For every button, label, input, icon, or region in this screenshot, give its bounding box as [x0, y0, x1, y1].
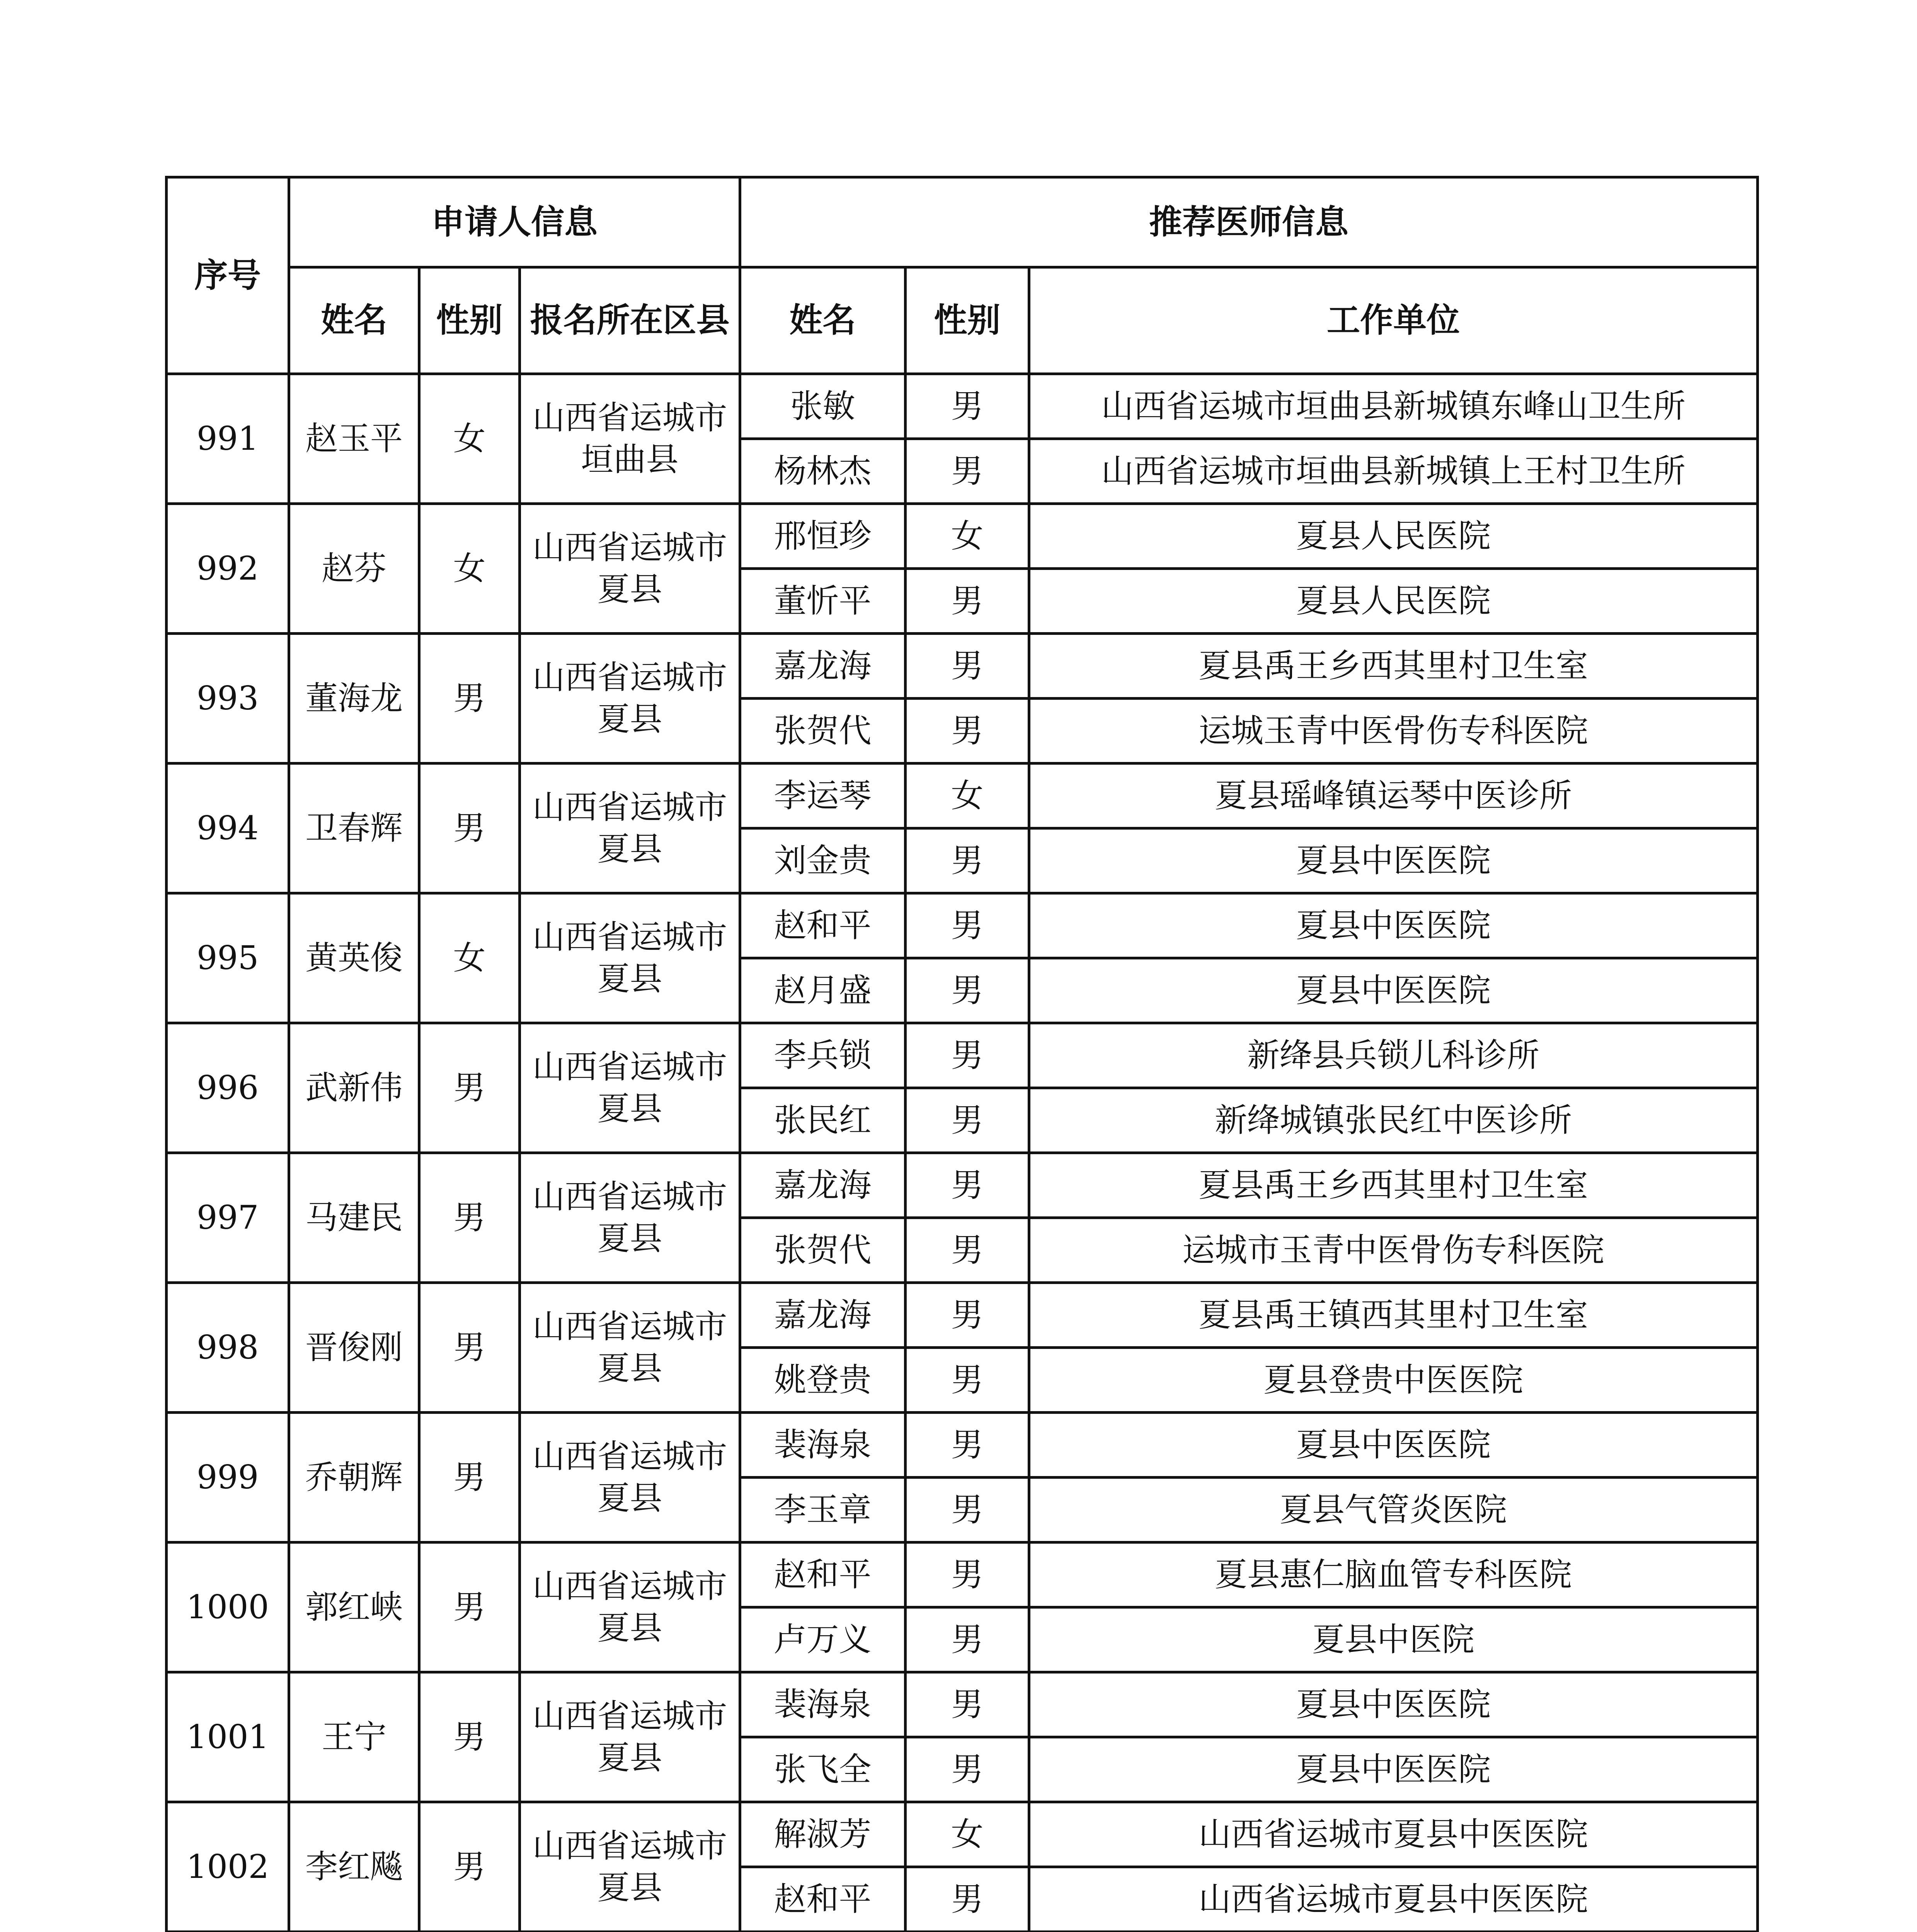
applicant-name-cell: 赵玉平 — [289, 374, 419, 504]
doctor-gender-cell: 男 — [906, 374, 1029, 439]
applicant-name-cell: 郭红峡 — [289, 1543, 419, 1672]
table-row — [167, 1413, 1758, 1478]
doctor-unit-cell: 夏县中医医院 — [1029, 1737, 1758, 1802]
seq-cell: 998 — [167, 1283, 289, 1413]
applicant-gender-cell: 男 — [419, 1413, 520, 1543]
doctor-gender-cell: 男 — [906, 1478, 1029, 1543]
recommendation-table — [165, 176, 1759, 1932]
applicant-gender-cell: 女 — [419, 893, 520, 1023]
table-row — [167, 634, 1758, 699]
header-doctor-name: 姓名 — [740, 267, 906, 374]
applicant-gender-cell: 男 — [419, 1802, 520, 1932]
doctor-unit-cell: 夏县禹王乡西其里村卫生室 — [1029, 1153, 1758, 1218]
applicant-name-cell: 武新伟 — [289, 1023, 419, 1153]
doctor-unit-cell: 运城市玉青中医骨伤专科医院 — [1029, 1218, 1758, 1283]
doctor-name-cell: 赵和平 — [740, 893, 906, 958]
header-applicant-gender: 性别 — [419, 267, 520, 374]
table-row — [167, 1283, 1758, 1348]
header-seq: 序号 — [167, 177, 289, 374]
header-applicant-region: 报名所在区县 — [520, 267, 740, 374]
applicant-name-cell: 乔朝辉 — [289, 1413, 419, 1543]
doctor-gender-cell: 男 — [906, 1607, 1029, 1672]
applicant-name-cell: 马建民 — [289, 1153, 419, 1283]
doctor-gender-cell: 男 — [906, 1348, 1029, 1413]
applicant-gender-cell: 男 — [419, 1153, 520, 1283]
doctor-unit-cell: 山西省运城市夏县中医医院 — [1029, 1802, 1758, 1867]
doctor-unit-cell: 夏县禹王乡西其里村卫生室 — [1029, 634, 1758, 699]
applicant-name-cell: 黄英俊 — [289, 893, 419, 1023]
table-row — [167, 1802, 1758, 1867]
doctor-name-cell: 嘉龙海 — [740, 1283, 906, 1348]
applicant-region-cell: 山西省运城市夏县 — [520, 1802, 740, 1932]
doctor-name-cell: 卢万义 — [740, 1607, 906, 1672]
doctor-name-cell: 刘金贵 — [740, 828, 906, 893]
doctor-gender-cell: 男 — [906, 1153, 1029, 1218]
doctor-name-cell: 赵月盛 — [740, 958, 906, 1023]
doctor-name-cell: 张贺代 — [740, 699, 906, 764]
seq-cell: 1002 — [167, 1802, 289, 1932]
doctor-unit-cell: 夏县中医医院 — [1029, 828, 1758, 893]
applicant-name-cell: 晋俊刚 — [289, 1283, 419, 1413]
doctor-name-cell: 李兵锁 — [740, 1023, 906, 1088]
doctor-gender-cell: 男 — [906, 1543, 1029, 1607]
seq-cell: 997 — [167, 1153, 289, 1283]
doctor-gender-cell: 男 — [906, 1672, 1029, 1737]
header-doctor-gender: 性别 — [906, 267, 1029, 374]
doctor-gender-cell: 女 — [906, 1802, 1029, 1867]
doctor-unit-cell: 夏县中医医院 — [1029, 1672, 1758, 1737]
doctor-unit-cell: 夏县气管炎医院 — [1029, 1478, 1758, 1543]
doctor-gender-cell: 男 — [906, 893, 1029, 958]
applicant-gender-cell: 女 — [419, 504, 520, 634]
doctor-unit-cell: 夏县人民医院 — [1029, 569, 1758, 634]
applicant-region-cell: 山西省运城市夏县 — [520, 1023, 740, 1153]
doctor-name-cell: 李运琴 — [740, 764, 906, 828]
applicant-gender-cell: 男 — [419, 1543, 520, 1672]
applicant-name-cell: 李红飚 — [289, 1802, 419, 1932]
doctor-unit-cell: 新绛县兵锁儿科诊所 — [1029, 1023, 1758, 1088]
doctor-unit-cell: 夏县人民医院 — [1029, 504, 1758, 569]
applicant-region-cell: 山西省运城市夏县 — [520, 1672, 740, 1802]
table-row — [167, 764, 1758, 828]
applicant-name-cell: 卫春辉 — [289, 764, 419, 893]
doctor-name-cell: 嘉龙海 — [740, 634, 906, 699]
doctor-gender-cell: 男 — [906, 828, 1029, 893]
doctor-name-cell: 张敏 — [740, 374, 906, 439]
doctor-name-cell: 赵和平 — [740, 1543, 906, 1607]
seq-cell: 996 — [167, 1023, 289, 1153]
doctor-unit-cell: 山西省运城市垣曲县新城镇东峰山卫生所 — [1029, 374, 1758, 439]
doctor-name-cell: 裴海泉 — [740, 1672, 906, 1737]
table-row — [167, 1672, 1758, 1737]
seq-cell: 1000 — [167, 1543, 289, 1672]
applicant-gender-cell: 男 — [419, 1023, 520, 1153]
applicant-region-cell: 山西省运城市夏县 — [520, 1153, 740, 1283]
doctor-name-cell: 李玉章 — [740, 1478, 906, 1543]
header-doctor-unit: 工作单位 — [1029, 267, 1758, 374]
doctor-unit-cell: 夏县中医医院 — [1029, 958, 1758, 1023]
doctor-gender-cell: 男 — [906, 569, 1029, 634]
table-row — [167, 374, 1758, 439]
applicant-region-cell: 山西省运城市夏县 — [520, 893, 740, 1023]
applicant-region-cell: 山西省运城市夏县 — [520, 504, 740, 634]
doctor-unit-cell: 夏县登贵中医医院 — [1029, 1348, 1758, 1413]
doctor-unit-cell: 夏县中医医院 — [1029, 893, 1758, 958]
header-applicant-group: 申请人信息 — [289, 177, 740, 267]
applicant-region-cell: 山西省运城市夏县 — [520, 634, 740, 764]
applicant-region-cell: 山西省运城市夏县 — [520, 1543, 740, 1672]
doctor-gender-cell: 男 — [906, 1737, 1029, 1802]
doctor-name-cell: 裴海泉 — [740, 1413, 906, 1478]
doctor-gender-cell: 男 — [906, 1088, 1029, 1153]
applicant-gender-cell: 男 — [419, 764, 520, 893]
seq-cell: 994 — [167, 764, 289, 893]
applicant-name-cell: 王宁 — [289, 1672, 419, 1802]
applicant-gender-cell: 男 — [419, 1283, 520, 1413]
doctor-gender-cell: 女 — [906, 504, 1029, 569]
doctor-gender-cell: 男 — [906, 1023, 1029, 1088]
seq-cell: 1001 — [167, 1672, 289, 1802]
table-row — [167, 1543, 1758, 1607]
seq-cell: 999 — [167, 1413, 289, 1543]
seq-cell: 992 — [167, 504, 289, 634]
doctor-name-cell: 董忻平 — [740, 569, 906, 634]
doctor-unit-cell: 山西省运城市垣曲县新城镇上王村卫生所 — [1029, 439, 1758, 504]
table-row — [167, 1023, 1758, 1088]
doctor-gender-cell: 男 — [906, 1218, 1029, 1283]
applicant-gender-cell: 女 — [419, 374, 520, 504]
doctor-gender-cell: 女 — [906, 764, 1029, 828]
table-row — [167, 504, 1758, 569]
applicant-region-cell: 山西省运城市夏县 — [520, 764, 740, 893]
header-applicant-name: 姓名 — [289, 267, 419, 374]
doctor-name-cell: 赵和平 — [740, 1867, 906, 1932]
seq-cell: 991 — [167, 374, 289, 504]
table-row — [167, 1153, 1758, 1218]
doctor-unit-cell: 夏县瑶峰镇运琴中医诊所 — [1029, 764, 1758, 828]
doctor-gender-cell: 男 — [906, 1413, 1029, 1478]
doctor-name-cell: 嘉龙海 — [740, 1153, 906, 1218]
applicant-name-cell: 赵芬 — [289, 504, 419, 634]
header-doctor-group: 推荐医师信息 — [740, 177, 1758, 267]
applicant-name-cell: 董海龙 — [289, 634, 419, 764]
doctor-unit-cell: 山西省运城市夏县中医医院 — [1029, 1867, 1758, 1932]
doctor-unit-cell: 夏县惠仁脑血管专科医院 — [1029, 1543, 1758, 1607]
doctor-name-cell: 张贺代 — [740, 1218, 906, 1283]
doctor-name-cell: 解淑芳 — [740, 1802, 906, 1867]
doctor-gender-cell: 男 — [906, 1867, 1029, 1932]
applicant-gender-cell: 男 — [419, 634, 520, 764]
doctor-gender-cell: 男 — [906, 634, 1029, 699]
doctor-unit-cell: 夏县中医医院 — [1029, 1413, 1758, 1478]
doctor-name-cell: 邢恒珍 — [740, 504, 906, 569]
doctor-unit-cell: 夏县中医院 — [1029, 1607, 1758, 1672]
doctor-unit-cell: 夏县禹王镇西其里村卫生室 — [1029, 1283, 1758, 1348]
doctor-name-cell: 张民红 — [740, 1088, 906, 1153]
doctor-gender-cell: 男 — [906, 699, 1029, 764]
doctor-unit-cell: 新绛城镇张民红中医诊所 — [1029, 1088, 1758, 1153]
applicant-region-cell: 山西省运城市夏县 — [520, 1283, 740, 1413]
doctor-name-cell: 杨林杰 — [740, 439, 906, 504]
doctor-name-cell: 姚登贵 — [740, 1348, 906, 1413]
doctor-gender-cell: 男 — [906, 439, 1029, 504]
applicant-region-cell: 山西省运城市夏县 — [520, 1413, 740, 1543]
doctor-unit-cell: 运城玉青中医骨伤专科医院 — [1029, 699, 1758, 764]
doctor-gender-cell: 男 — [906, 958, 1029, 1023]
doctor-gender-cell: 男 — [906, 1283, 1029, 1348]
applicant-region-cell: 山西省运城市垣曲县 — [520, 374, 740, 504]
table-row — [167, 893, 1758, 958]
doctor-name-cell: 张飞全 — [740, 1737, 906, 1802]
applicant-gender-cell: 男 — [419, 1672, 520, 1802]
seq-cell: 993 — [167, 634, 289, 764]
seq-cell: 995 — [167, 893, 289, 1023]
